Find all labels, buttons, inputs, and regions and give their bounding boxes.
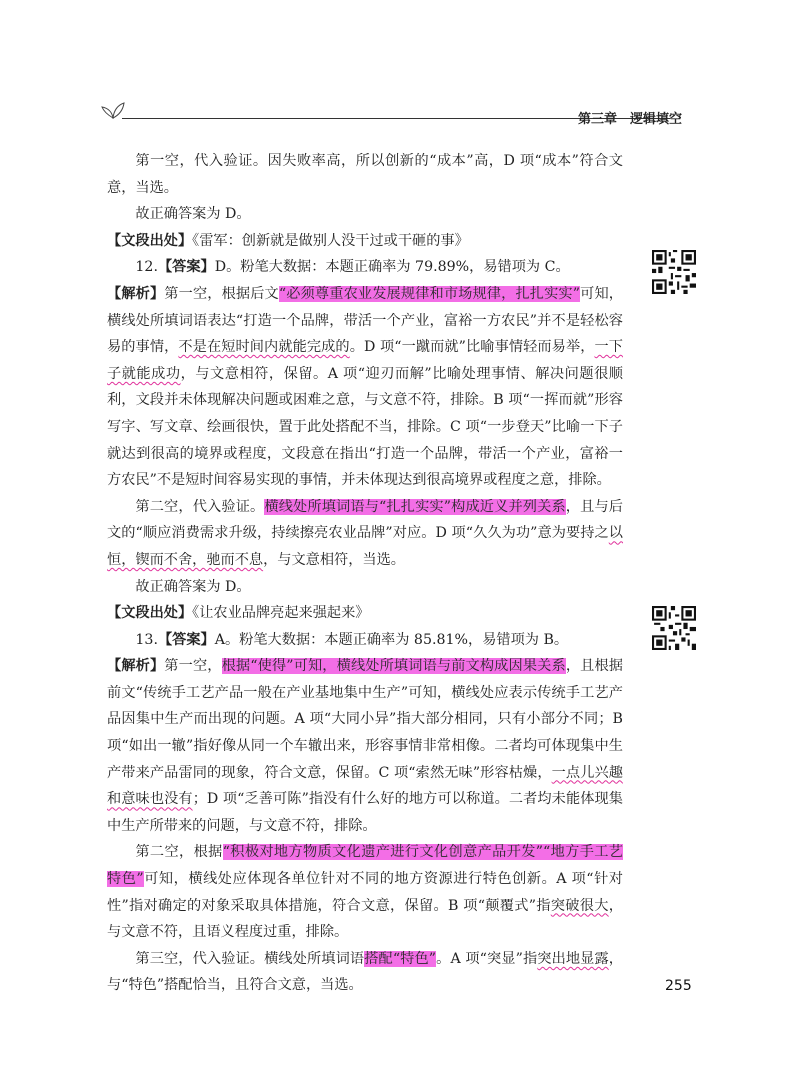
- source-line: [107, 600, 623, 627]
- highlight: 横线处所填词语与“扎扎实实”构成近义并列关系: [264, 498, 566, 515]
- page-header: [100, 98, 700, 128]
- paragraph: [107, 839, 623, 945]
- answer-line: [107, 627, 623, 654]
- wavy-underline: 突出地显露: [537, 950, 609, 967]
- paragraph: [107, 946, 623, 999]
- text-run: 第二空，根据: [135, 844, 223, 861]
- wavy-underline: 一点儿兴趣和意味也没有: [107, 764, 623, 808]
- analysis-tag: 【解析】: [107, 658, 165, 675]
- highlight: “积极对地方物质文化遗产进行文化创意产品开发”“地方手工艺特色”: [107, 844, 623, 888]
- analysis-tag: 【解析】: [107, 285, 165, 302]
- text-run: ，与文意不符，且语义程度过重，排除。: [107, 897, 623, 941]
- text-run: 。A 项“突显”指: [436, 950, 538, 967]
- text-run: ，与文意相符，保留。A 项“迎刃而解”比喻处理事情、解决问题很顺利，文段并未体现解决问题或困难之意，与文意不符，排除。B 项“一挥而就”形容写字、写文章、绘画很快，置于此处搭配不当，排除。C 项“一步登天”比喻一下子就达到很高的境界或程度，文段意在指出“打造一个品牌，带活一个产业，富裕一方农民”不是短时间容易实现的事情，并未体现达到很高境界或程度之意，排除。: [107, 365, 623, 489]
- analysis-paragraph: [107, 653, 623, 839]
- analysis-paragraph: [107, 281, 623, 494]
- wavy-underline: 以恒，锲而不舍，驰而不息: [107, 525, 623, 568]
- text-run: ，且与后文的“顺应消费需求升级，持续擦亮农业品牌”对应。D 项“久久为功”意为要持之: [107, 498, 623, 542]
- text-run: 第一空，根据后文: [164, 285, 279, 302]
- source-tag: 【文段出处】: [107, 605, 193, 622]
- wavy-underline: 不是在短时间内就能完成的: [178, 339, 350, 356]
- text-run: 。D 项“一蹴而就”比喻事情轻而易举，: [349, 339, 595, 356]
- answer-line: [107, 254, 623, 281]
- paragraph: 故正确答案为 D。: [135, 578, 251, 595]
- text-run: 可知，横线处应体现各单位针对不同的地方资源进行特色创新。A 项“针对性”指对确定的对象采取具体措施，符合文意，保留。B 项“颠覆式”指: [107, 871, 623, 914]
- text-run: ，与“特色”搭配恰当，且符合文意，当选。: [107, 950, 623, 994]
- text-run: 第三空，代入验证。横线处所填词语: [135, 950, 365, 967]
- highlight: “必须尊重农业发展规律和市场规律，扎扎实实”: [278, 285, 580, 302]
- wavy-underline: 一下子就能成功: [107, 339, 623, 382]
- question-number: 13.: [135, 631, 158, 648]
- answer-text: A。粉笔大数据：本题正确率为 85.81%，易错项为 B。: [214, 631, 569, 648]
- source-title: 《雷军：创新就是做别人没干过或干砸的事》: [192, 232, 469, 249]
- answer-tag: 【答案】: [157, 259, 215, 276]
- chapter-title: 第三章 逻辑填空: [578, 112, 683, 127]
- paragraph: [107, 494, 623, 574]
- text-run: 第二空，代入验证。: [135, 498, 265, 515]
- text-run: ，与文意相符，当选。: [263, 551, 405, 568]
- wavy-underline: 突破很大: [550, 897, 609, 914]
- highlight: 根据“使得”可知，横线处所填词语与前文构成因果关系: [221, 658, 566, 675]
- sprout-leaf-icon: [100, 98, 126, 120]
- source-line: [107, 228, 623, 255]
- paragraph: 故正确答案为 D。: [135, 206, 251, 223]
- source-tag: 【文段出处】: [107, 232, 193, 249]
- text-run: ；D 项“乏善可陈”指没有什么好的地方可以称道。二者均未能体现集中生产所带来的问题，与文意不符，排除。: [107, 791, 623, 834]
- highlight: 搭配“特色”: [364, 950, 437, 967]
- text-run: 第一空，: [164, 658, 222, 675]
- qr-code-icon[interactable]: [652, 606, 696, 650]
- page-body: [107, 148, 623, 999]
- question-number: 12.: [135, 259, 158, 276]
- qr-code-icon[interactable]: [652, 250, 696, 294]
- text-run: ，且根据前文“传统手工艺产品一般在产业基地集中生产”可知，横线处应表示传统手工艺产品因集中生产而出现的问题。A 项“大同小异”指大部分相同，只有小部分不同；B 项“如出一辙”指好像从同一个车辙出来，形容事情非常相像。二者均可体现集中生产带来产品雷同的现象，符合文意，保留。C 项“索然无味”形容枯燥，: [107, 658, 623, 781]
- paragraph: 第一空，代入验证。因失败率高，所以创新的“成本”高，D 项“成本”符合文意，当选。: [107, 153, 623, 196]
- answer-text: D。粉笔大数据：本题正确率为 79.89%，易错项为 C。: [214, 259, 570, 276]
- text-run: 可知，横线处所填词语表达“打造一个品牌，带活一个产业，富裕一方农民”并不是轻松容易的事情，: [107, 285, 623, 356]
- page-number: 255: [665, 978, 692, 994]
- source-title: 《让农业品牌亮起来强起来》: [192, 605, 370, 622]
- answer-tag: 【答案】: [157, 631, 215, 648]
